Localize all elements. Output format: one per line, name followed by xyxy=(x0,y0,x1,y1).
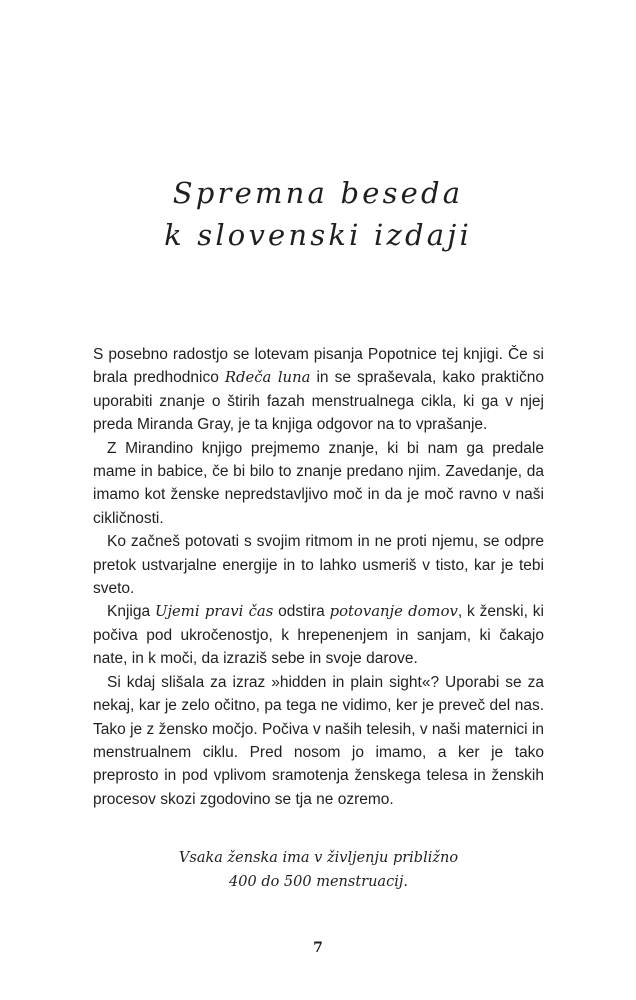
text-run: odstira xyxy=(273,603,330,621)
text-run: in se spraševala, kako praktično uporabiti znanje o štirih fazah menstrualnega cikla, ki ga v njej preda Miranda Gray, je ta knjiga odgovor na to vprašanje. xyxy=(93,369,545,434)
paragraph xyxy=(93,671,544,811)
text-run: , k ženski, ki počiva pod ukročenostjo, k hrepenenjem in sanjam, ki čakajo nate, in k moči, da izraziš sebe in svoje darove. xyxy=(93,603,544,668)
paragraph xyxy=(93,600,544,670)
chapter-title xyxy=(0,172,636,256)
italic-text: potovanje domov xyxy=(329,603,458,621)
epigraph-line-2: 400 do 500 menstruacij. xyxy=(229,874,408,890)
chapter-title-line-2: k slovenski izdaji xyxy=(164,218,472,252)
page-number: 7 xyxy=(313,940,323,956)
body-text xyxy=(93,343,544,811)
italic-text: Rdeča luna xyxy=(224,369,311,387)
epigraph xyxy=(93,846,544,894)
text-run: Knjiga xyxy=(107,603,155,621)
epigraph-line-1: Vsaka ženska ima v življenju približno xyxy=(178,850,459,866)
paragraph xyxy=(93,343,544,437)
paragraph xyxy=(93,530,544,600)
italic-text: Ujemi pravi čas xyxy=(154,603,274,621)
text-run: Z Mirandino knjigo prejmemo znanje, ki bi nam ga predale mame in babice, če bi bilo to znanje predano njim. Zavedanje, da imamo kot ženske nepredstavljivo moč in da je moč ravno v naši cikličnosti. xyxy=(93,439,544,527)
text-run: S posebno radostjo se lotevam pisanja Popotnice tej knjigi. Če si brala predhodnico xyxy=(93,346,544,387)
text-run: Ko začneš potovati s svojim ritmom in ne proti njemu, se odpre pretok ustvarjalne energije in to lahko usmeriš v tisto, kar je tebi sveto. xyxy=(93,533,544,598)
text-run: Si kdaj slišala za izraz »hidden in plain sight«? Uporabi se za nekaj, kar je zelo očitno, pa tega ne vidimo, ker je preveč del nas. Tako je z žensko močjo. Počiva v naših telesih, v naši maternici in menstrualnem ciklu. Pred nosom jo imamo, a ker je tako preprosto in pod vplivom sramotenja ženskega telesa in ženskih procesov skozi zgodovino se tja ne ozremo. xyxy=(93,673,544,808)
chapter-title-line-1: Spremna beseda xyxy=(172,176,464,210)
paragraph xyxy=(93,437,544,531)
